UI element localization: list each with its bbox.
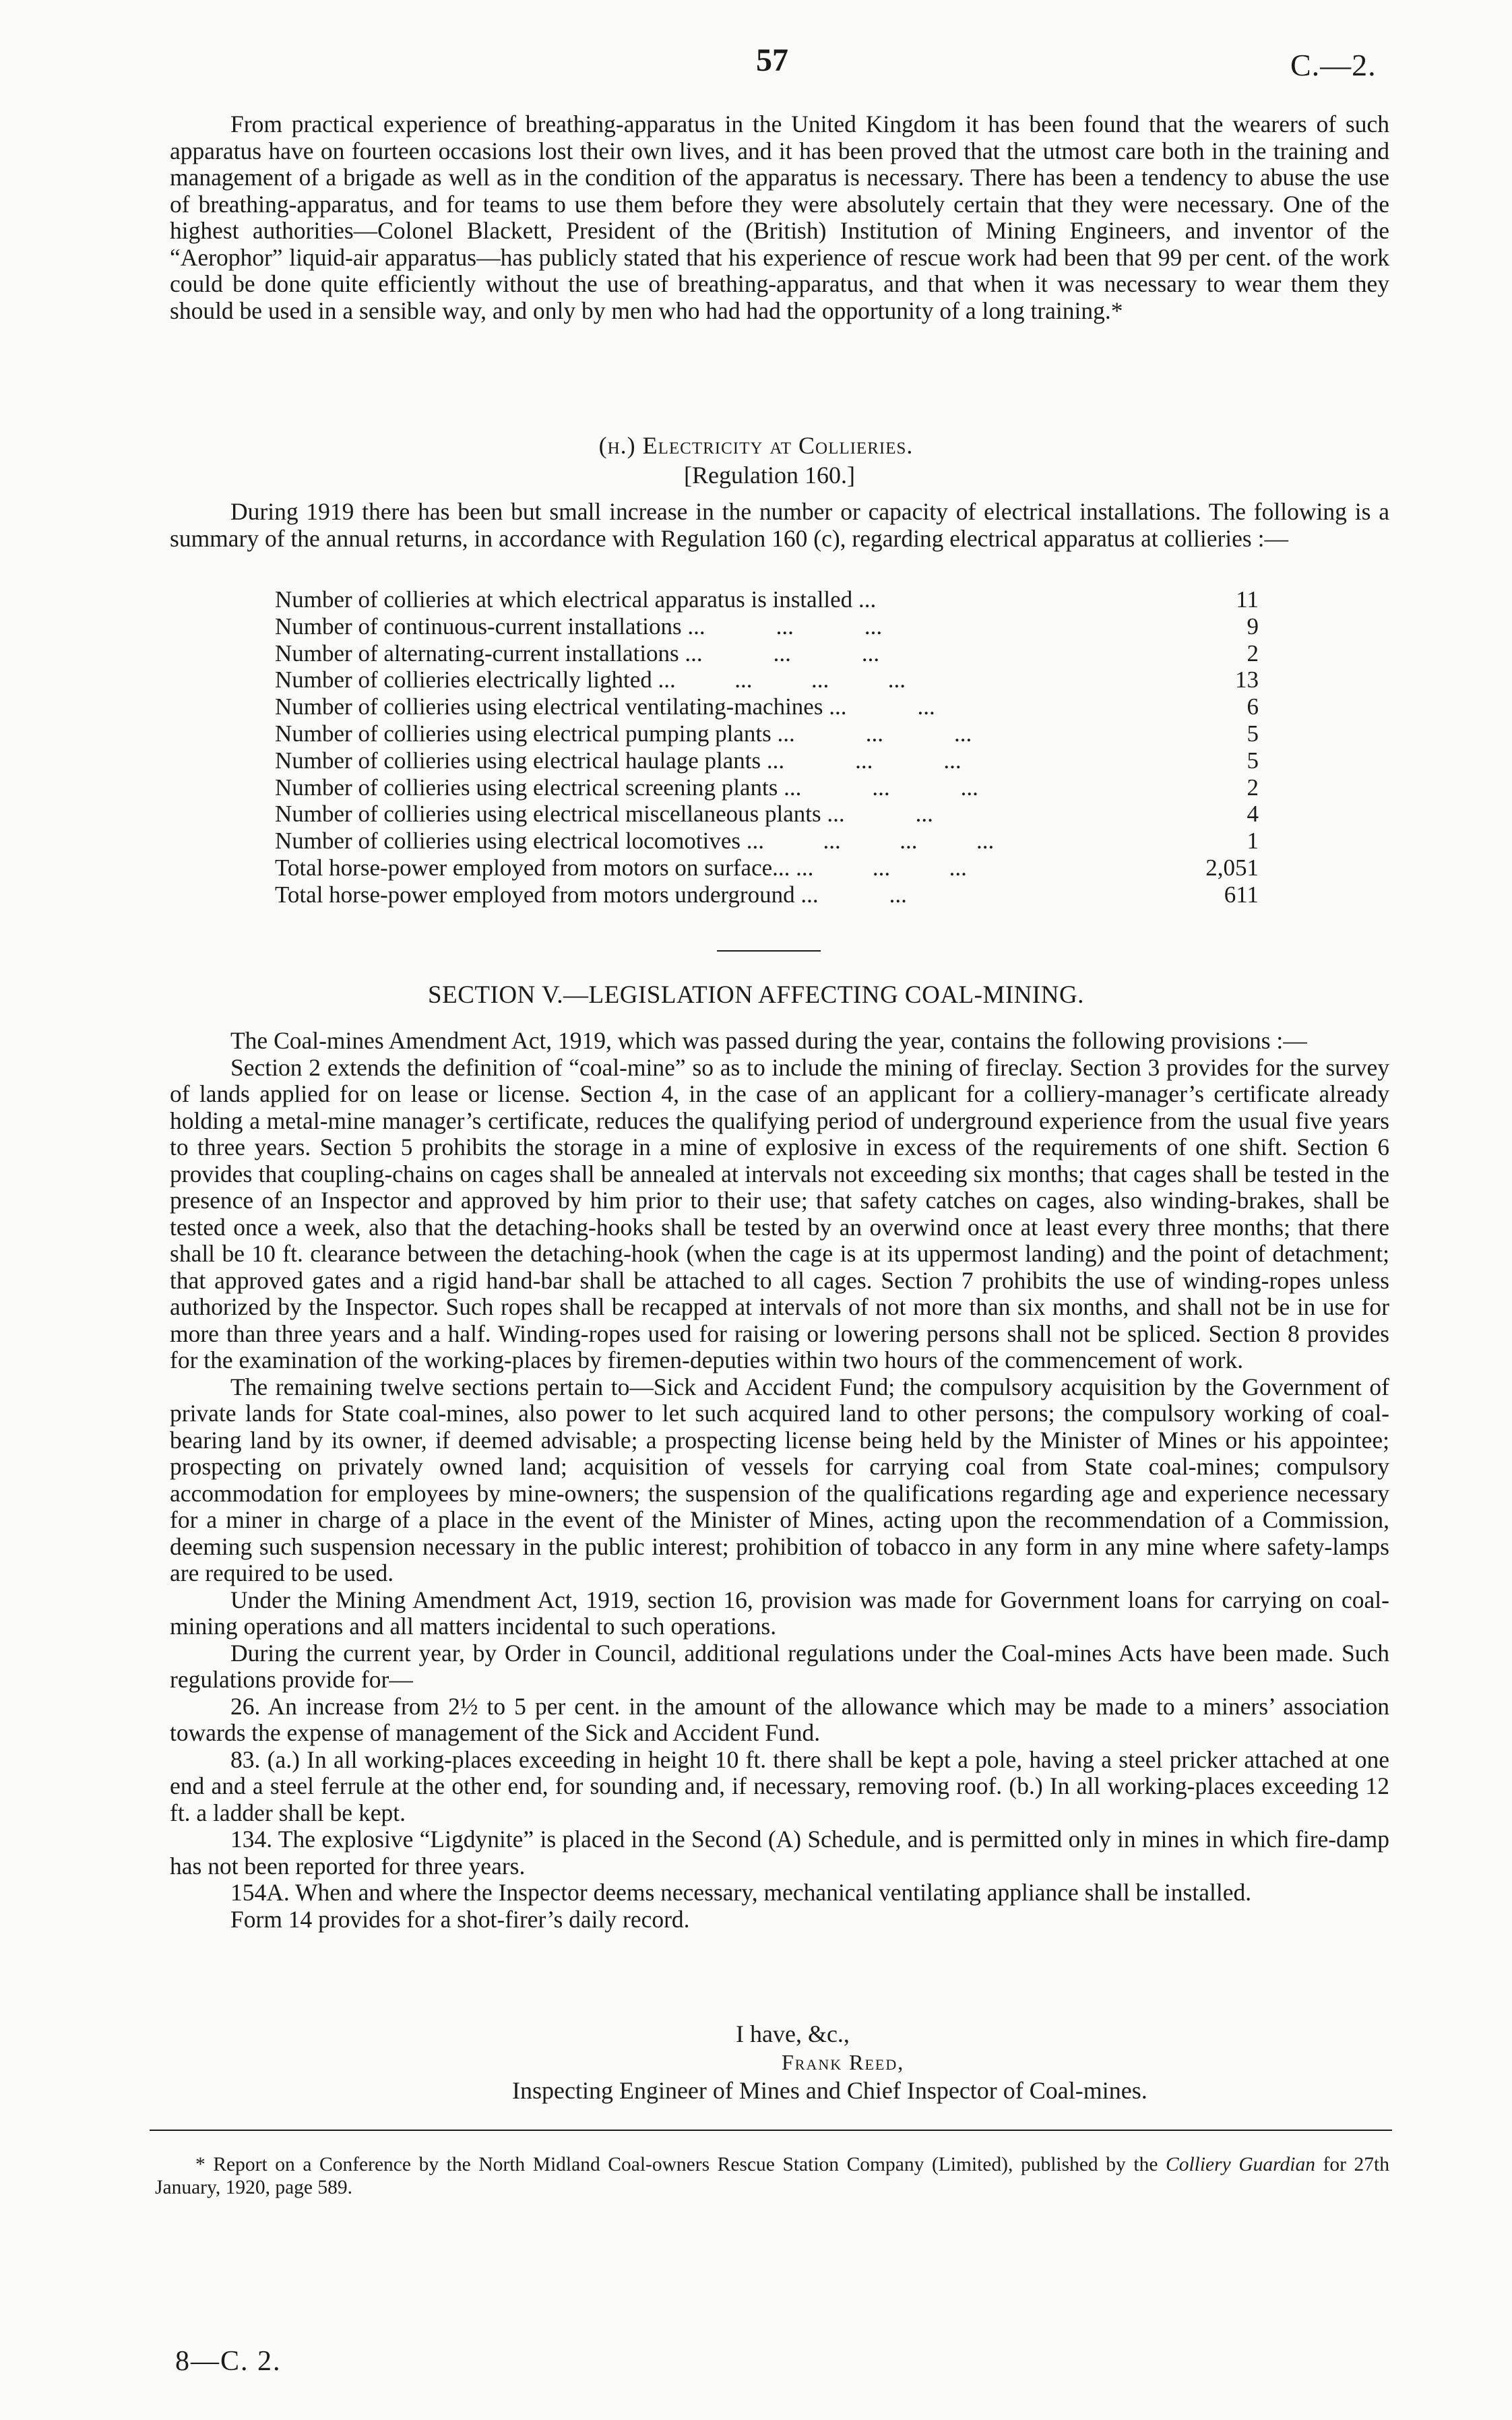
row-value: 611 (1224, 881, 1259, 908)
row-label-text: Number of collieries at which electrical apparatus is installed (275, 586, 853, 613)
footnote-rest: for 27th January, 1920, page 589. (155, 2154, 1389, 2198)
section-v-paragraph: During the current year, by Order in Council, additional regulations under the Coal-mines Acts have been made. Such regulations provide for— (170, 1639, 1389, 1693)
section-v-paragraph: 154A. When and where the Inspector deems necessary, mechanical ventilating appliance shall be installed. (230, 1879, 1252, 1906)
row-value: 11 (1236, 586, 1259, 613)
footnote (155, 2153, 1389, 2199)
page-number: 57 (756, 42, 788, 78)
row-leader-dots: ... ... ... ... (746, 828, 995, 855)
row-label (275, 586, 1164, 613)
footnote-rule (150, 2130, 1392, 2131)
footnote-journal: Colliery Guardian (1166, 2154, 1315, 2175)
section-v-paragraph: Under the Mining Amendment Act, 1919, section 16, provision was made for Government loans for carrying on coal-mining operations and all matters incidental to such operations. (170, 1586, 1389, 1640)
row-leader-dots: ... ... ... (796, 854, 967, 881)
row-value: 13 (1235, 666, 1259, 693)
table-row (275, 586, 1259, 613)
row-leader-dots: ... ... ... (685, 640, 880, 666)
row-label (275, 855, 1164, 881)
row-label (275, 693, 1164, 720)
row-value: 1 (1247, 828, 1259, 855)
row-label-text: Number of continuous-current installations (275, 613, 682, 640)
row-value: 4 (1247, 801, 1259, 828)
row-label-text: Number of collieries using electrical haulage plants (275, 747, 761, 774)
row-leader-dots: ... ... (800, 881, 907, 908)
electrical-returns-table (275, 586, 1259, 908)
table-row (275, 640, 1259, 667)
row-label-text: Number of collieries using electrical miscellaneous plants (275, 801, 821, 828)
section-v-paragraph: Section 2 extends the definition of “coal-mine” so as to include the mining of fireclay. Section 3 provides for the survey of lands applied for on lease or license. Section 4, in the case of an applicant for a colliery-manager’s certificate already holding a metal-mine manager’s certificate, reduces the qualifying period of underground experience from the usual five years to three years. Section 5 prohibits the storage in a mine of explosive in excess of the requirements of one shift. Section 6 provides that coupling-chains on cages shall be annealed at intervals not exceeding six months; that cages shall be tested in the presence of an Inspector and approved by him prior to their use; that safety catches on cages, also winding-brakes, shall be tested once a week, also that the detaching-hooks shall be tested by an overwind once at least every three months; that there shall be 10 ft. clearance between the detaching-hook (when the cage is at its uppermost landing) and the point of detachment; that approved gates and a rigid hand-bar shall be attached to all cages. Section 7 prohibits the use of winding-ropes unless authorized by the Inspector. Such ropes shall be recapped at intervals of not more than six months, and shall not be in use for more than three years and a half. Winding-ropes used for raising or lowering persons shall not be spliced. Section 8 provides for the examination of the working-places by firemen-deputies within two hours of the commencement of work. (170, 1053, 1389, 1373)
closing: I have, &c., (736, 2020, 850, 2047)
table-row (275, 801, 1259, 828)
row-label (275, 881, 1164, 908)
electricity-section (170, 499, 1389, 552)
section-v-paragraph: The Coal-mines Amendment Act, 1919, which was passed during the year, contains the following provisions :— (230, 1027, 1307, 1054)
electricity-heading: (h.) Electricity at Collieries. (598, 432, 914, 459)
section-v-paragraph: 26. An increase from 2½ to 5 per cent. in the amount of the allowance which may be made to a miners’ association towards the expense of management of the Sick and Accident Fund. (170, 1692, 1389, 1746)
section-v-paragraph: Form 14 provides for a shot-firer’s daily record. (230, 1905, 690, 1933)
row-label-text: Number of collieries using electrical screening plants (275, 774, 778, 801)
row-leader-dots: ... ... ... ... (658, 666, 906, 693)
table-row (275, 720, 1259, 747)
row-label (275, 828, 1164, 855)
row-leader-dots: ... ... (827, 801, 933, 828)
table-row (275, 693, 1259, 720)
row-label-text: Number of collieries electrically lighted (275, 666, 652, 693)
row-value: 2,051 (1205, 854, 1259, 881)
row-leader-dots: ... ... ... (784, 774, 978, 801)
footnote-text: * Report on a Conference by the North Midland Coal-owners Rescue Station Company (Limited), published by the (195, 2154, 1158, 2175)
row-leader-dots: ... ... ... (766, 747, 962, 774)
row-leader-dots: ... ... ... (687, 613, 883, 640)
table-row (275, 666, 1259, 693)
table-row (275, 613, 1259, 640)
row-label (275, 720, 1164, 747)
row-label (275, 613, 1164, 640)
row-label-text: Number of collieries using electrical pumping plants (275, 720, 771, 747)
regulation-reference: [Regulation 160.] (684, 462, 855, 489)
row-leader-dots: ... ... ... (777, 720, 972, 747)
section-v-paragraph: The remaining twelve sections pertain to—Sick and Accident Fund; the compulsory acquisition by the Government of private lands for State coal-mines, also power to let such acquired land to other persons; the compulsory working of coal-bearing land by its owner, if deemed advisable; a prospecting license being held by the Minister of Mines or his appointee; prospecting on privately owned land; acquisition of vessels for carrying coal from State coal-mines; compulsory accommodation for employees by mine-owners; the suspension of the qualifications regarding age and experience necessary for a miner in charge of a place in the event of the Minister of Mines, acting upon the recommendation of a Commission, deeming such suspension necessary in the public interest; prohibition of tobacco in any form in any mine where safety-lamps are required to be used. (170, 1373, 1389, 1586)
row-value: 5 (1247, 720, 1259, 747)
table-row (275, 828, 1259, 855)
section-v-paragraph: 83. (a.) In all working-places exceeding in height 10 ft. there shall be kept a pole, having a steel pricker attached at one end and a steel ferrule at the other end, for sounding and, if necessary, removing roof. (b.) In all working-places exceeding 12 ft. a ladder shall be kept. (170, 1745, 1389, 1826)
signatory-name: Frank Reed, (782, 2050, 905, 2074)
row-value: 2 (1247, 640, 1259, 666)
row-value: 2 (1247, 774, 1259, 801)
row-label-text: Number of alternating-current installations (275, 640, 679, 666)
section-v-heading: SECTION V.—LEGISLATION AFFECTING COAL-MINING. (428, 981, 1084, 1009)
signatory-title: Inspecting Engineer of Mines and Chief Inspector of Coal-mines. (512, 2077, 1147, 2104)
row-label-text: Total horse-power employed from motors on surface... (275, 854, 790, 881)
row-leader-dots: ... (858, 586, 877, 613)
row-label (275, 640, 1164, 667)
section-v-paragraph: 134. The explosive “Ligdynite” is placed in the Second (A) Schedule, and is permitted only in mines in which fire-damp has not been reported for three years. (170, 1826, 1389, 1880)
row-label-text: Number of collieries using electrical locomotives (275, 828, 741, 855)
row-leader-dots: ... ... (829, 693, 935, 720)
table-row (275, 747, 1259, 774)
intro-paragraph: From practical experience of breathing-apparatus in the United Kingdom it has been found that the wearers of such apparatus have on fourteen occasions lost their own lives, and it has been proved that the utmost care both in the training and management of a brigade as well as in the condition of the apparatus is necessary. There has been a tendency to abuse the use of breathing-apparatus, and for teams to use them before they were absolutely certain that they were necessary. One of the highest authorities—Colonel Blackett, President of the (British) Institution of Mining Engineers, and inventor of the “Aerophor” liquid-air apparatus—has publicly stated that his experience of rescue work had been that 99 per cent. of the work could be done quite efficiently without the use of breathing-apparatus, and that when it was necessary to wear them they should be used in a sensible way, and only by men who had had the opportunity of a long training.* (170, 111, 1389, 324)
document-reference: C.—2. (1290, 48, 1377, 82)
section-v-body (170, 1028, 1389, 1933)
intro-section (170, 111, 1389, 324)
row-value: 9 (1247, 613, 1259, 640)
row-value: 5 (1247, 747, 1259, 774)
section-divider (717, 950, 821, 952)
row-label (275, 747, 1164, 774)
row-label-text: Total horse-power employed from motors underground (275, 881, 795, 908)
bottom-reference: 8—C. 2. (175, 2346, 282, 2377)
electricity-paragraph: During 1919 there has been but small increase in the number or capacity of electrical installations. The following is a summary of the annual returns, in accordance with Regulation 160 (c), regarding electrical apparatus at collieries :— (170, 498, 1389, 552)
row-label-text: Number of collieries using electrical ventilating-machines (275, 693, 823, 720)
table-row (275, 855, 1259, 881)
row-label (275, 801, 1164, 828)
row-label (275, 666, 1164, 693)
table-row (275, 881, 1259, 908)
table-row (275, 774, 1259, 801)
row-value: 6 (1247, 693, 1259, 720)
row-label (275, 774, 1164, 801)
